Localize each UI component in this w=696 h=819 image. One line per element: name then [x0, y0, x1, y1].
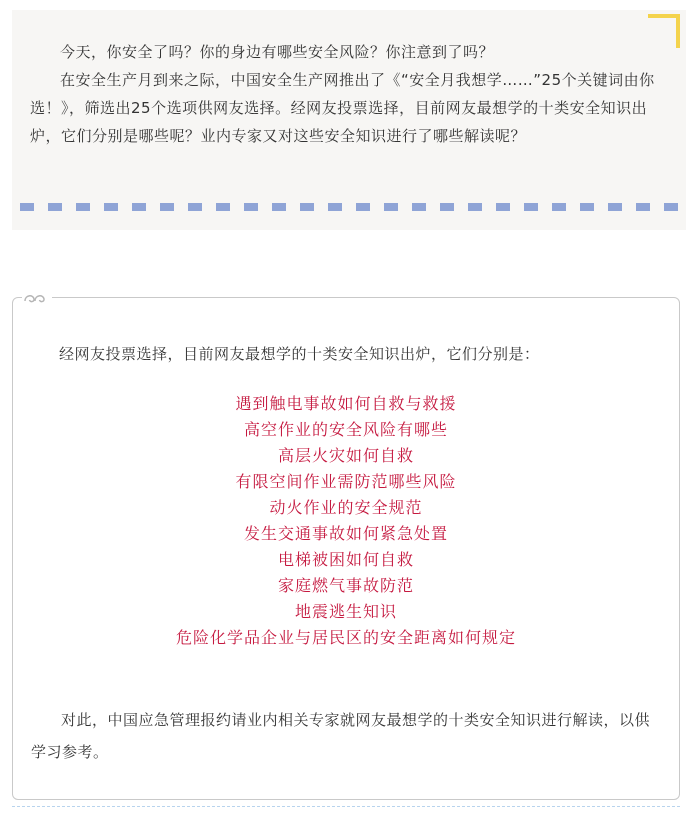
- bottom-divider: [12, 806, 680, 808]
- intro-paragraph-1: 今天，你安全了吗？你的身边有哪些安全风险？你注意到了吗？: [60, 43, 495, 61]
- topic-item: 动火作业的安全规范: [269, 498, 423, 517]
- closing-paragraph: 对此，中国应急管理报约请业内相关专家就网友最想学的十类安全知识进行解读，以供学习参考。: [31, 711, 651, 761]
- topic-item: 高空作业的安全风险有哪些: [243, 420, 448, 439]
- topic-item: 遇到触电事故如何自救与救援: [235, 394, 457, 413]
- topic-item: 危险化学品企业与居民区的安全距离如何规定: [175, 628, 516, 647]
- topic-item: 地震逃生知识: [294, 602, 397, 621]
- topic-item: 高层火灾如何自救: [277, 446, 414, 465]
- intro-text: [30, 38, 666, 150]
- topic-item: 电梯被困如何自救: [277, 550, 414, 569]
- intro-paragraph-2: 在安全生产月到来之际，中国安全生产网推出了《“安全月我想学……”25个关键词由你选！》，筛选出25个选项供网友选择。经网友投票选择，目前网友最想学的十类安全知识出炉，它们分别是哪些呢？业内专家又对这些安全知识进行了哪些解读呢？: [30, 71, 655, 145]
- topics-lead: 经网友投票选择，目前网友最想学的十类安全知识出炉，它们分别是：: [59, 345, 540, 363]
- dash-divider: [20, 203, 680, 211]
- swirl-ornament-icon: [22, 290, 52, 306]
- topic-item: 有限空间作业需防范哪些风险: [235, 472, 457, 491]
- topics-box: [12, 297, 680, 800]
- topic-item: 家庭燃气事故防范: [277, 576, 414, 595]
- topics-list: [13, 391, 679, 651]
- topic-item: 发生交通事故如何紧急处置: [243, 524, 448, 543]
- intro-box: [12, 10, 686, 230]
